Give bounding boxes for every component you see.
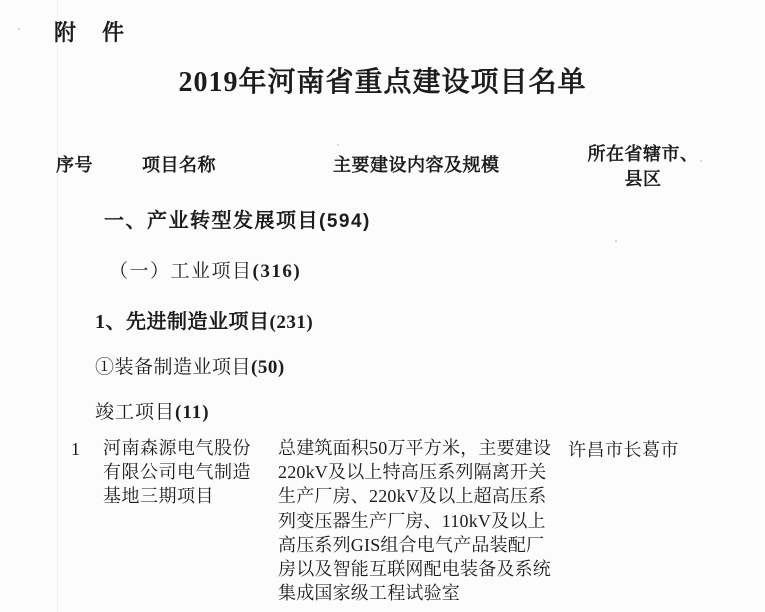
construction-content-line: 集成国家级工程试验室	[278, 583, 460, 604]
section-heading-equipment-manufacturing	[95, 352, 285, 379]
scan-speckle	[337, 144, 339, 146]
construction-content-line: 总建筑面积50万平方米，主要建设	[278, 438, 552, 458]
section-heading-industrial-projects	[109, 256, 301, 283]
section-label: 一、产业转型发展项目	[104, 210, 319, 232]
construction-content-line: 房以及智能互联网配电装备及系统	[278, 559, 551, 580]
scan-speckle	[615, 240, 617, 242]
section-heading-industry-transformation	[104, 204, 371, 233]
section-heading-advanced-manufacturing	[95, 305, 313, 334]
column-header-index: 序号	[56, 155, 93, 175]
section-label: 竣工项目	[95, 402, 176, 423]
row-construction-content	[278, 436, 551, 605]
construction-content-line: 生产厂房、220kV及以上超高压系	[278, 486, 547, 507]
section-count: (11)	[175, 402, 210, 423]
section-count: (50)	[251, 357, 285, 378]
row-location: 许昌市长葛市	[568, 440, 679, 460]
column-header-content-scale: 主要建设内容及规模	[333, 155, 500, 175]
section-label: （一）工业项目	[109, 261, 253, 282]
row-index-number: 1	[71, 439, 80, 459]
construction-content-line: 列变压器生产厂房、110kV及以上	[278, 510, 546, 531]
row-project-name	[103, 436, 251, 509]
section-label: 1、先进制造业项目	[95, 311, 270, 333]
column-header-location-line1: 所在省辖市、	[587, 144, 699, 164]
section-heading-completed-projects	[95, 397, 210, 424]
column-header-location-line2: 县区	[624, 169, 662, 189]
page-title: 2019年河南省重点建设项目名单	[178, 67, 587, 98]
section-count: (231)	[269, 312, 314, 333]
scan-speckle	[18, 28, 20, 30]
project-name-line: 河南森源电气股份	[103, 438, 251, 458]
column-header-location	[578, 142, 708, 192]
section-count: (316)	[252, 261, 302, 282]
project-name-line: 有限公司电气制造	[103, 462, 251, 483]
section-count: (594)	[319, 211, 371, 232]
construction-content-line: 高压系列GIS组合电气产品装配厂	[278, 534, 545, 555]
section-label: ①装备制造业项目	[95, 357, 252, 378]
attachment-label: 附 件	[54, 20, 127, 45]
column-header-project-name: 项目名称	[142, 155, 216, 175]
project-name-line: 基地三期项目	[103, 486, 214, 507]
construction-content-line: 220kV及以上特高压系列隔离开关	[278, 462, 547, 483]
